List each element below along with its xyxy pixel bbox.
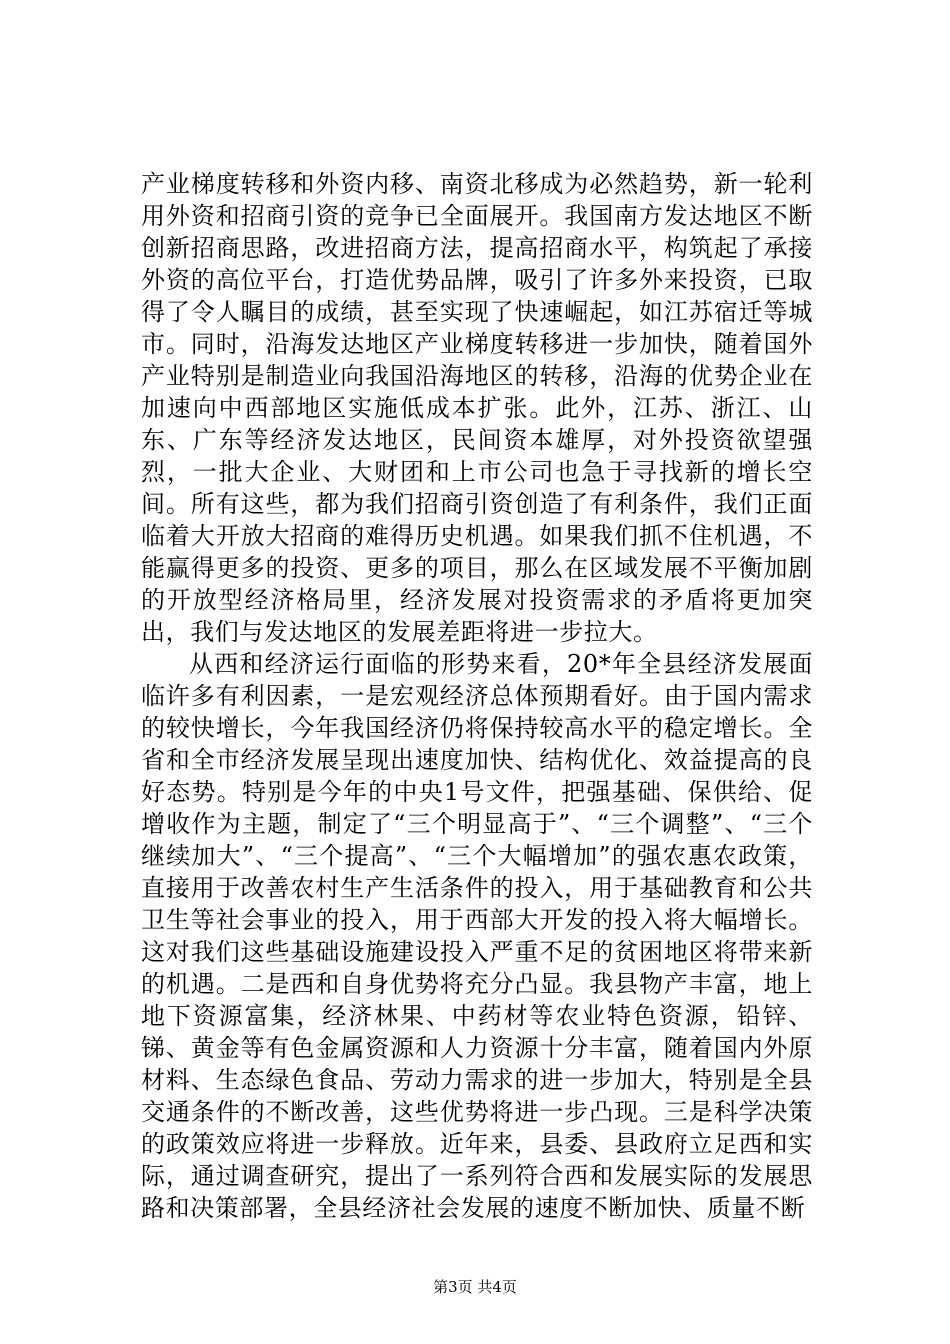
paragraph-2: 从西和经济运行面临的形势来看，20*年全县经济发展面临许多有利因素，一是宏观经济总体预期看好。由于国内需求的较快增长，今年我国经济仍将保持较高水平的稳定增长。全省和全市经济发展呈现出速度加快、结构优化、效益提高的良好态势。特别是今年的中央1号文件，把强基础、保供给、促增收作为主题，制定了“三个明显高于”、“三个调整”、“三个继续加大”、“三个提高”、“三个大幅增加”的强农惠农政策，直接用于改善农村生产生活条件的投入，用于基础教育和公共卫生等社会事业的投入，用于西部大开发的投入将大幅增长。这对我们这些基础设施建设投入严重不足的贫困地区将带来新的机遇。二是西和自身优势将充分凸显。我县物产丰富，地上地下资源富集，经济林果、中药材等农业特色资源，铅锌、锑、黄金等有色金属资源和人力资源十分丰富，随着国内外原材料、生态绿色食品、劳动力需求的进一步加大，特别是全县交通条件的不断改善，这些优势将进一步凸现。三是科学决策的政策效应将进一步释放。近年来，县委、县政府立足西和实际，通过调查研究，提出了一系列符合西和发展实际的发展思路和决策部署，全县经济社会发展的速度不断加快、质量不断 [141,650,813,1222]
paragraph-1: 产业梯度转移和外资内移、南资北移成为必然趋势，新一轮利用外资和招商引资的竞争已全面展开。我国南方发达地区不断创新招商思路，改进招商方法，提高招商水平，构筑起了承接外资的高位平台，打造优势品牌，吸引了许多外来投资，已取得了令人瞩目的成绩，甚至实现了快速崛起，如江苏宿迁等城市。同时，沿海发达地区产业梯度转移进一步加快，随着国外产业特别是制造业向我国沿海地区的转移，沿海的优势企业在加速向中西部地区实施低成本扩张。此外，江苏、浙江、山东、广东等经济发达地区，民间资本雄厚，对外投资欲望强烈，一批大企业、大财团和上市公司也急于寻找新的增长空间。所有这些，都为我们招商引资创造了有利条件，我们正面临着大开放大招商的难得历史机遇。如果我们抓不住机遇，不能赢得更多的投资、更多的项目，那么在区域发展不平衡加剧的开放型经济格局里，经济发展对投资需求的矛盾将更加突出，我们与发达地区的发展差距将进一步拉大。 [141,170,813,646]
body-text [141,168,813,1224]
page-number-footer: 第3页 共4页 [433,1278,517,1296]
